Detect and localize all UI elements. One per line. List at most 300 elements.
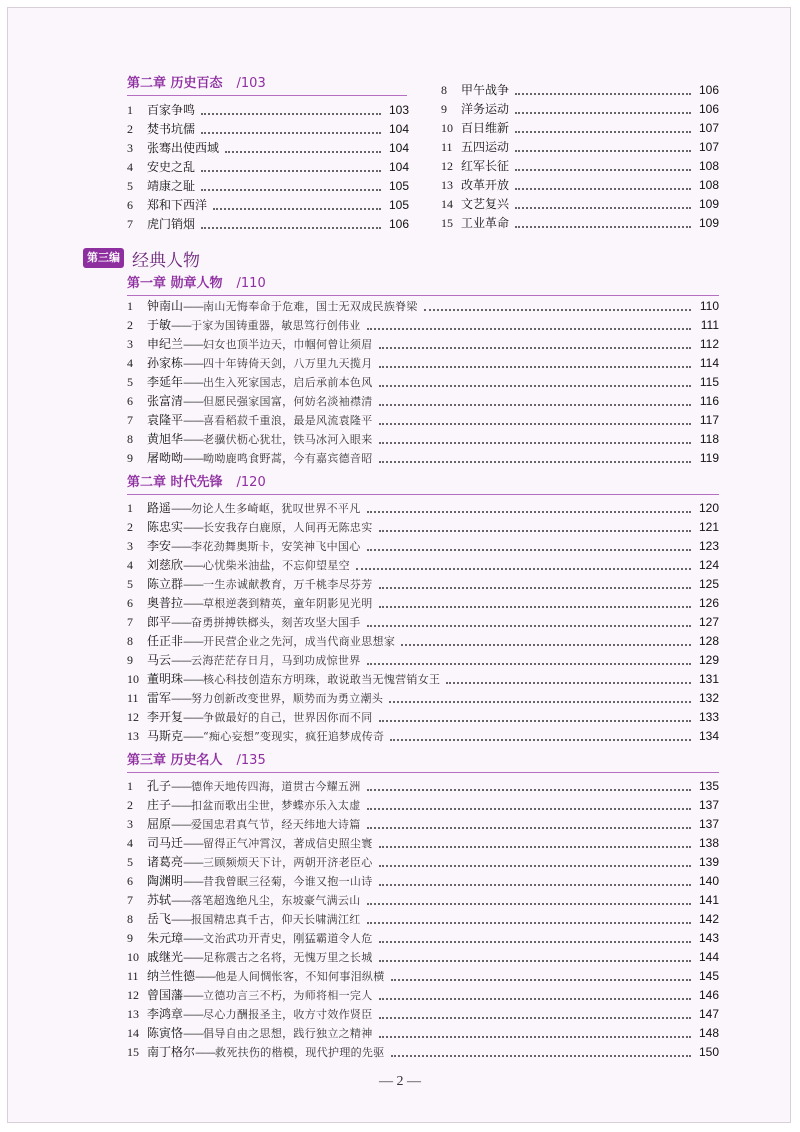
entry-number: 5 [127,179,133,193]
entry-number: 3 [127,141,133,155]
dot-leader [367,510,691,513]
entry-page: 104 [388,122,409,136]
entry-motto: 但愿民强家国富，何妨名淡袖襟清 [203,395,373,408]
entry-dash: —— [171,616,192,629]
entry-name: 郑和下西洋 [147,198,208,212]
toc-entry[interactable] [127,594,719,613]
toc-entry[interactable] [127,708,719,727]
entry-number: 2 [127,520,133,534]
entry-number: 6 [127,394,133,408]
toc-entry[interactable] [441,81,719,100]
entry-number: 14 [127,1026,139,1040]
entry-name: 红军长征 [461,159,510,173]
entry-page: 125 [698,577,719,591]
toc-entry[interactable] [127,613,719,632]
toc-entry[interactable] [127,929,719,948]
entry-page: 137 [698,798,719,812]
entry-page: 138 [698,836,719,850]
entry-page: 104 [388,141,409,155]
entry-motto: 德侔天地传四海，道贯古今耀五洲 [191,780,361,793]
entry-number: 1 [127,103,133,117]
entry-page: 124 [698,558,719,572]
entry-name: 甲午战争 [461,83,510,97]
entry-number: 5 [127,855,133,869]
entry-number: 1 [127,501,133,515]
toc-entry[interactable] [127,834,719,853]
toc-entry[interactable] [127,392,719,411]
dot-leader [367,662,691,665]
entry-number: 9 [441,102,447,116]
entry-name: 袁隆平 [147,413,184,427]
entry-number: 2 [127,318,133,332]
entry-motto: 心忧柴米油盐，不忘仰望星空 [203,559,350,572]
entry-motto: 文治武功开青史，刚猛霸道令人危 [203,932,373,945]
toc-entry[interactable] [127,689,719,708]
entry-number: 12 [441,159,453,173]
toc-entry[interactable] [441,195,719,214]
toc-entry[interactable] [127,777,719,796]
toc-entry[interactable] [127,537,719,556]
toc-entry[interactable] [127,449,719,468]
entry-name: 焚书坑儒 [147,122,196,136]
entry-number: 6 [127,596,133,610]
entry-number: 9 [127,653,133,667]
chapter-label: 第二章 时代先锋 [127,475,223,490]
dot-leader [379,403,691,406]
dot-leader [389,700,691,703]
entry-motto: 爱国忠君真气节，经天纬地大诗篇 [191,818,361,831]
toc-entry[interactable] [127,411,719,430]
toc-entry[interactable] [127,948,719,967]
entry-dash: —— [183,730,204,743]
entry-motto: 扣盆而歌出尘世，梦蝶亦乐入太虚 [191,799,361,812]
toc-entry[interactable] [127,316,719,335]
entry-name: 改革开放 [461,178,510,192]
entry-dash: —— [183,875,204,888]
dot-leader [515,168,691,171]
toc-entry[interactable] [441,138,719,157]
dot-leader [379,529,691,532]
dot-leader [379,460,691,463]
entry-name: 孔子 [147,779,172,793]
entry-name: 洋务运动 [461,102,510,116]
entry-number: 1 [127,779,133,793]
toc-entry[interactable] [127,986,719,1005]
entry-name: 陈立群 [147,577,184,591]
entry-name: 任正非 [147,634,184,648]
entry-number: 14 [441,197,453,211]
entry-dash: —— [183,635,204,648]
entry-name: 文艺复兴 [461,197,510,211]
dot-leader [225,150,381,153]
entry-name: 李开复 [147,710,184,724]
entry-name: 曾国藩 [147,988,184,1002]
chapter-page: /135 [236,753,266,768]
toc-entry[interactable] [127,518,719,537]
entry-name: 雷军 [147,691,172,705]
dot-leader [201,112,381,115]
entry-page: 120 [698,501,719,515]
toc-entry[interactable] [127,499,719,518]
entry-page: 118 [699,432,719,446]
toc-entry[interactable] [127,670,719,689]
dot-leader [379,959,691,962]
entry-motto: 奋勇拼搏铁榔头，刻苦攻坚大国手 [191,616,361,629]
entry-number: 4 [127,160,133,174]
toc-entry[interactable] [127,967,719,986]
entry-page: 133 [698,710,719,724]
dot-leader [379,997,691,1000]
toc-entry[interactable] [127,215,409,234]
toc-entry[interactable] [441,214,719,233]
dot-leader [201,169,381,172]
entry-page: 142 [698,912,719,926]
entry-page: 128 [698,634,719,648]
entry-motto: 呦呦鹿鸣食野蒿，今有嘉宾德音昭 [203,452,373,465]
toc-entry[interactable] [127,120,409,139]
entry-page: 144 [698,950,719,964]
entry-name: 纳兰性德 [147,969,196,983]
toc-entry[interactable] [127,1005,719,1024]
entry-page: 106 [698,83,719,97]
entry-motto: 落笔超逸绝凡尘，东坡豪气满云山 [191,894,361,907]
entry-number: 3 [127,817,133,831]
dot-leader [379,384,691,387]
chapter-page: /103 [236,76,266,91]
dot-leader [379,864,691,867]
entry-number: 8 [127,634,133,648]
toc-entry[interactable] [441,157,719,176]
entry-number: 3 [127,539,133,553]
entry-name: 百日维新 [461,121,510,135]
dot-leader [379,1035,691,1038]
entry-motto: 报国精忠真千古，仰天长啸满江红 [191,913,361,926]
entry-name: 诸葛亮 [147,855,184,869]
toc-entry[interactable] [127,796,719,815]
entry-page: 137 [698,817,719,831]
entry-number: 12 [127,988,139,1002]
entry-motto: 李花劲舞奥斯卡，安笑神飞中国心 [191,540,361,553]
chapter-heading-medal [127,275,719,296]
chapter-label: 第二章 历史百态 [127,76,223,91]
entry-page: 129 [698,653,719,667]
entry-page: 107 [698,140,719,154]
entry-motto: 三顾频烦天下计，两朝开济老臣心 [203,856,373,869]
entry-dash: —— [183,1027,204,1040]
toc-entry[interactable] [441,119,719,138]
toc-entry[interactable] [127,177,409,196]
entry-page: 141 [698,893,719,907]
entry-motto: 他是人间惆怅客，不知何事泪纵横 [215,970,385,983]
entry-number: 8 [441,83,447,97]
entry-page: 106 [388,217,409,231]
entry-page: 108 [698,159,719,173]
toc-entry[interactable] [127,556,719,575]
entry-number: 10 [441,121,453,135]
dot-leader [379,365,691,368]
entry-name: 刘慈欣 [147,558,184,572]
entry-page: 116 [699,394,719,408]
toc-entry[interactable] [127,139,409,158]
toc-entry[interactable] [127,815,719,834]
entry-name: 钟南山 [147,299,184,313]
toc-entry[interactable] [127,853,719,872]
entry-name: 司马迁 [147,836,184,850]
entry-page: 126 [698,596,719,610]
entry-page: 105 [388,179,409,193]
entry-dash: —— [183,837,204,850]
chapter-heading-history [127,75,407,96]
entry-number: 13 [441,178,453,192]
entry-dash: —— [171,894,192,907]
entry-name: 虎门销烟 [147,217,196,231]
chapter-heading-historical-figures [127,752,719,773]
toc-page [7,7,791,1123]
entry-page: 145 [698,969,719,983]
entry-number: 11 [127,691,139,705]
dot-leader [367,624,691,627]
entry-number: 7 [127,615,133,629]
entry-page: 108 [698,178,719,192]
entry-dash: —— [171,692,192,705]
entry-name: 安史之乱 [147,160,196,174]
entry-name: 申纪兰 [147,337,184,351]
entry-dash: —— [183,414,204,427]
entry-page: 146 [698,988,719,1002]
entry-number: 3 [127,337,133,351]
dot-leader [356,567,691,570]
toc-entry[interactable] [127,373,719,392]
toc-entry[interactable] [441,100,719,119]
entry-page: 143 [698,931,719,945]
entry-dash: —— [183,376,204,389]
toc-entry[interactable] [441,176,719,195]
entry-page: 121 [698,520,719,534]
entry-motto: 一生赤诚献教育，万千桃李尽芬芳 [203,578,373,591]
entry-number: 7 [127,217,133,231]
toc-entry[interactable] [127,1043,719,1062]
dot-leader [515,111,691,114]
entry-dash: —— [171,799,192,812]
entry-name: 南丁格尔 [147,1045,196,1059]
entry-motto: 勿论人生多崎岖，犹叹世界不平凡 [191,502,361,515]
entry-page: 119 [699,451,719,465]
toc-entry[interactable] [127,335,719,354]
entry-page: 105 [388,198,409,212]
entry-page: 114 [699,356,719,370]
entry-dash: —— [195,970,216,983]
chapter-page: /120 [236,475,266,490]
entry-number: 10 [127,950,139,964]
part-badge: 第三编 [83,248,124,268]
entry-number: 13 [127,1007,139,1021]
entry-dash: —— [183,338,204,351]
entry-name: 陈寅恪 [147,1026,184,1040]
entry-name: 戚继光 [147,950,184,964]
toc-entry[interactable] [127,872,719,891]
entry-dash: —— [183,357,204,370]
entry-motto: 昔我曾眠三径菊，今谁又抱一山诗 [203,875,373,888]
entry-number: 1 [127,299,133,313]
toc-entry[interactable] [127,430,719,449]
entry-number: 2 [127,798,133,812]
dot-leader [446,681,691,684]
dot-leader [515,130,691,133]
entry-page: 135 [698,779,719,793]
entry-page: 110 [699,299,719,313]
entry-page: 147 [698,1007,719,1021]
entry-motto: 喜看稻菽千重浪，最是风流袁隆平 [203,414,373,427]
dot-leader [379,719,691,722]
entry-dash: —— [171,502,192,515]
entry-dash: —— [171,654,192,667]
dot-leader [201,131,381,134]
toc-entry[interactable] [127,632,719,651]
dot-leader [515,92,691,95]
entry-motto: 老骥伏枥心犹壮，铁马冰河入眼来 [203,433,373,446]
toc-entry[interactable] [127,354,719,373]
entry-name: 岳飞 [147,912,172,926]
entry-page: 109 [698,197,719,211]
entry-name: 百家争鸣 [147,103,196,117]
entry-number: 5 [127,577,133,591]
entry-name: 五四运动 [461,140,510,154]
entry-name: 屈原 [147,817,172,831]
toc-entry[interactable] [127,891,719,910]
entry-number: 8 [127,912,133,926]
entry-page: 127 [698,615,719,629]
toc-entry[interactable] [127,297,719,316]
entry-name: 朱元璋 [147,931,184,945]
entry-name: 屠呦呦 [147,451,184,465]
toc-entry[interactable] [127,101,409,120]
entry-motto: 于家为国铸重器，敏思笃行创伟业 [191,319,361,332]
entry-name: 工业革命 [461,216,510,230]
dot-leader [515,225,691,228]
toc-entry[interactable] [127,196,409,215]
entry-page: 107 [698,121,719,135]
entry-name: 靖康之耻 [147,179,196,193]
entry-number: 6 [127,198,133,212]
entry-dash: —— [183,300,204,313]
toc-entry[interactable] [127,1024,719,1043]
dot-leader [379,940,691,943]
entry-dash: —— [171,319,192,332]
dot-leader [367,788,691,791]
entry-page: 104 [388,160,409,174]
entry-page: 140 [698,874,719,888]
entry-motto: 努力创新改变世界，顺势而为勇立潮头 [191,692,384,705]
entry-dash: —— [171,540,192,553]
dot-leader [367,921,691,924]
dot-leader [379,441,691,444]
entry-name: 陈忠实 [147,520,184,534]
entry-number: 13 [127,729,139,743]
entry-name: 马斯克 [147,729,184,743]
entry-dash: —— [171,818,192,831]
entry-number: 8 [127,432,133,446]
entry-dash: —— [183,597,204,610]
entry-name: 黄旭华 [147,432,184,446]
entry-name: 苏轼 [147,893,172,907]
dot-leader [379,883,691,886]
entry-number: 4 [127,356,133,370]
dot-leader [379,586,691,589]
entry-page: 117 [699,413,719,427]
entry-name: 郎平 [147,615,172,629]
entry-name: 张富清 [147,394,184,408]
entry-page: 106 [698,102,719,116]
entry-dash: —— [183,951,204,964]
dot-leader [367,807,691,810]
toc-entry[interactable] [127,158,409,177]
entry-dash: —— [183,433,204,446]
entry-page: 112 [699,337,719,351]
entry-number: 6 [127,874,133,888]
entry-name: 陶渊明 [147,874,184,888]
dot-leader [213,207,381,210]
part-title: 经典人物 [132,250,200,271]
dot-leader [201,226,381,229]
dot-leader [379,1016,691,1019]
dot-leader [367,902,691,905]
dot-leader [379,845,691,848]
dot-leader [367,826,691,829]
entry-page: 111 [700,318,719,332]
entry-page: 109 [698,216,719,230]
toc-entry[interactable] [127,727,719,746]
entry-dash: —— [183,395,204,408]
entry-page: 131 [698,672,719,686]
entry-number: 5 [127,375,133,389]
toc-entry[interactable] [127,910,719,929]
entry-number: 15 [127,1045,139,1059]
entry-page: 150 [698,1045,719,1059]
entry-number: 10 [127,672,139,686]
entry-dash: —— [183,989,204,1002]
dot-leader [379,422,691,425]
entry-page: 139 [698,855,719,869]
entry-name: 董明珠 [147,672,184,686]
chapter-page: /110 [236,276,266,291]
entry-motto: 开民营企业之先河，成当代商业思想家 [203,635,396,648]
entry-name: 奥普拉 [147,596,184,610]
entry-number: 4 [127,836,133,850]
entry-number: 12 [127,710,139,724]
entry-name: 李鸿章 [147,1007,184,1021]
chapter-label: 第一章 勋章人物 [127,276,223,291]
dot-leader [424,308,691,311]
entry-motto: 争做最好的自己，世界因你而不同 [203,711,373,724]
entry-motto: 立德功言三不朽，为师将相一完人 [203,989,373,1002]
entry-dash: —— [183,711,204,724]
entry-motto: 救死扶伤的楷模，现代护理的先驱 [215,1046,385,1059]
toc-entry[interactable] [127,651,719,670]
entry-page: 123 [698,539,719,553]
entry-motto: 倡导自由之思想，践行独立之精神 [203,1027,373,1040]
entry-motto: 留得正气冲霄汉，著成信史照尘寰 [203,837,373,850]
entry-motto: “痴心妄想”变现实，疯狂追梦成传奇 [203,730,385,743]
entry-motto: 南山无悔奉命于危难，国士无双成民族脊梁 [203,300,418,313]
entry-dash: —— [171,913,192,926]
chapter-heading-pioneers [127,474,719,495]
toc-entry[interactable] [127,575,719,594]
entry-dash: —— [183,932,204,945]
dot-leader [379,605,691,608]
entry-dash: —— [195,1046,216,1059]
entry-number: 4 [127,558,133,572]
entry-motto: 妇女也顶半边天，巾帼何曾让须眉 [203,338,373,351]
